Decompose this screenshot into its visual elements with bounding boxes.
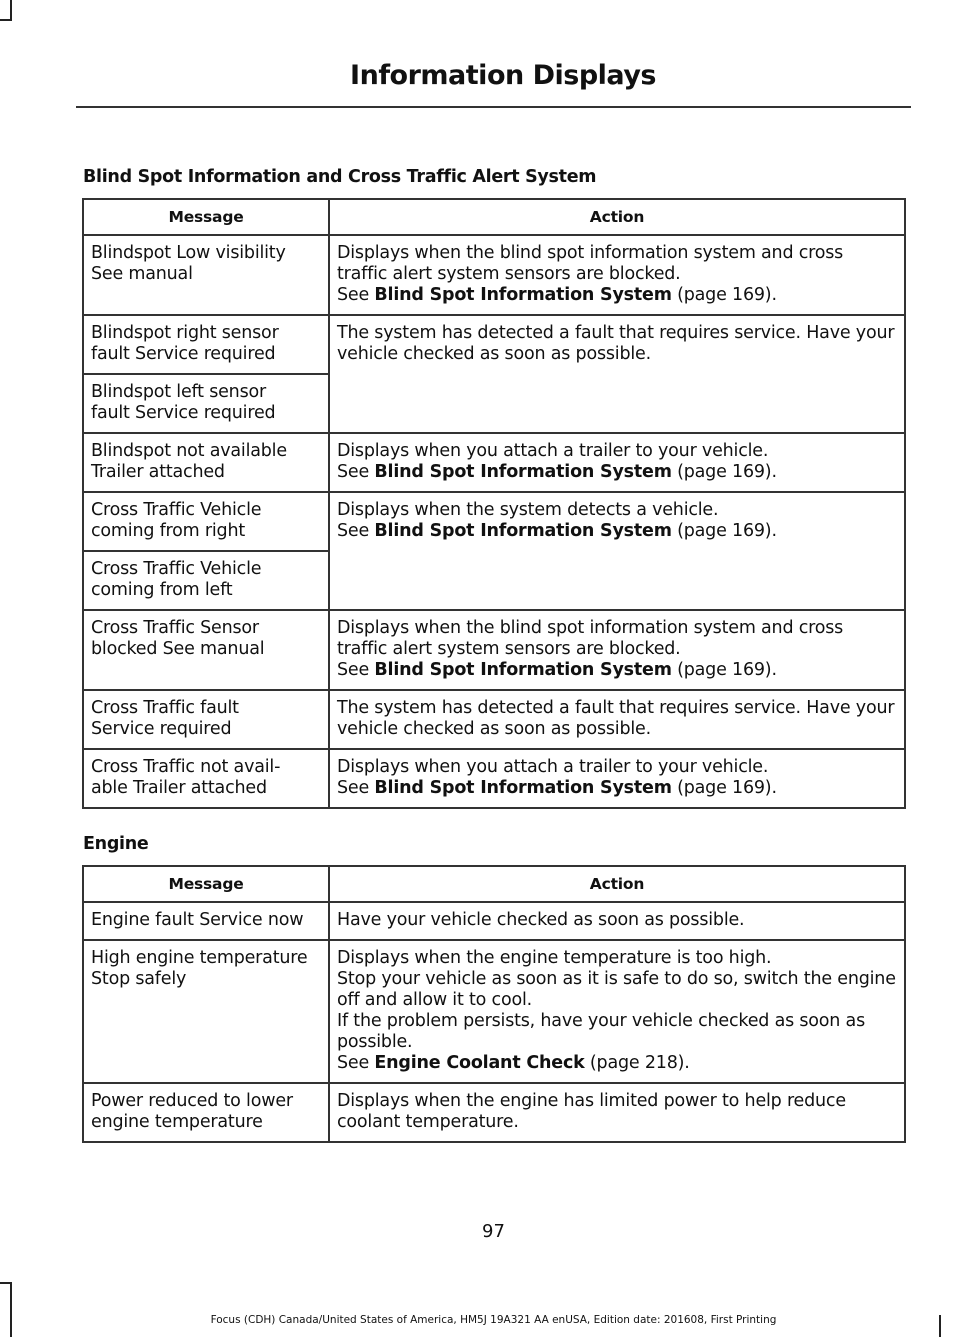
table-row	[83, 1083, 905, 1142]
message-text: Cross Traffic fault	[91, 698, 239, 718]
message-cell	[83, 433, 329, 492]
reference-title: Blind Spot Information System	[374, 521, 672, 541]
message-text: Service required	[91, 719, 232, 739]
see-text: See	[337, 521, 375, 541]
message-text: Blindspot not available	[91, 441, 287, 461]
reference-title: Blind Spot Information System	[374, 778, 672, 798]
message-text: Engine fault Service now	[91, 910, 304, 930]
message-cell	[83, 940, 329, 1083]
action-cell	[329, 749, 905, 808]
table-row	[83, 940, 905, 1083]
reference-title: Blind Spot Information System	[374, 660, 672, 680]
reference-title: Blind Spot Information System	[374, 462, 672, 482]
reference-page: (page 218).	[584, 1053, 690, 1073]
action-text: Displays when the blind spot information system and cross traffic alert system sensors are blocked.	[337, 243, 844, 284]
action-text: Stop your vehicle as soon as it is safe to do so, switch the engine off and allow it to cool.	[337, 969, 896, 1010]
action-cell	[329, 433, 905, 492]
action-cell	[329, 1083, 905, 1142]
reference-page: (page 169).	[671, 778, 777, 798]
message-cell	[83, 1083, 329, 1142]
message-text: fault Service required	[91, 344, 276, 364]
cross-reference	[337, 1053, 897, 1074]
action-text: Displays when the engine temperature is too high.	[337, 948, 772, 968]
see-text: See	[337, 1053, 375, 1073]
message-text: fault Service required	[91, 403, 276, 423]
see-text: See	[337, 660, 375, 680]
table-row	[83, 902, 905, 940]
message-text: Cross Traffic not avail-	[91, 757, 281, 777]
action-text: Displays when the system detects a vehicle.	[337, 500, 719, 520]
action-cell	[329, 315, 905, 433]
column-header-message: Message	[83, 866, 329, 902]
cross-reference	[337, 462, 897, 483]
table-row	[83, 235, 905, 315]
action-cell	[329, 610, 905, 690]
message-cell	[83, 610, 329, 690]
blind-spot-message-table	[82, 198, 906, 809]
table-row	[83, 433, 905, 492]
reference-page: (page 169).	[671, 521, 777, 541]
action-cell	[329, 492, 905, 610]
crop-mark	[0, 1282, 12, 1284]
message-text: Cross Traffic Sensor	[91, 618, 259, 638]
crop-mark	[10, 1282, 12, 1337]
cross-reference	[337, 521, 897, 542]
see-text: See	[337, 778, 375, 798]
section-title-engine: Engine	[83, 834, 149, 854]
reference-page: (page 169).	[671, 462, 777, 482]
message-text: Cross Traffic Vehicle	[91, 559, 262, 579]
cross-reference	[337, 285, 897, 306]
action-text: Displays when you attach a trailer to your vehicle.	[337, 757, 769, 777]
message-text: Power reduced to lower	[91, 1091, 293, 1111]
cross-reference	[337, 778, 897, 799]
message-text: Blindspot left sensor	[91, 382, 266, 402]
see-text: See	[337, 285, 375, 305]
table-row	[83, 690, 905, 749]
reference-page: (page 169).	[671, 285, 777, 305]
message-cell	[83, 690, 329, 749]
message-text: engine temperature	[91, 1112, 263, 1132]
cross-reference	[337, 660, 897, 681]
reference-title: Engine Coolant Check	[374, 1053, 585, 1073]
message-text: Cross Traffic Vehicle	[91, 500, 262, 520]
page-number: 97	[482, 1221, 505, 1242]
crop-mark	[0, 19, 12, 21]
message-cell	[83, 902, 329, 940]
page-title: Information Displays	[350, 60, 656, 91]
action-text: Displays when the blind spot information system and cross traffic alert system sensors are blocked.	[337, 618, 844, 659]
action-text: The system has detected a fault that requires service. Have your vehicle checked as soon as possible.	[337, 698, 895, 739]
column-header-action: Action	[329, 866, 905, 902]
table-row	[83, 749, 905, 808]
crop-mark	[10, 0, 12, 20]
reference-title: Blind Spot Information System	[374, 285, 672, 305]
see-text: See	[337, 462, 375, 482]
message-text: able Trailer attached	[91, 778, 267, 798]
action-cell	[329, 690, 905, 749]
action-cell	[329, 902, 905, 940]
column-header-action: Action	[329, 199, 905, 235]
header-divider	[76, 106, 911, 108]
action-text: Displays when you attach a trailer to your vehicle.	[337, 441, 769, 461]
action-text: Have your vehicle checked as soon as possible.	[337, 910, 745, 930]
message-text: Trailer attached	[91, 462, 225, 482]
message-cell	[83, 374, 329, 433]
action-cell	[329, 235, 905, 315]
message-cell	[83, 749, 329, 808]
footer-edition-info: Focus (CDH) Canada/United States of America, HM5J 19A321 AA enUSA, Edition date: 201608, First Printing	[210, 1314, 777, 1326]
message-text: See manual	[91, 264, 193, 284]
action-text: If the problem persists, have your vehicle checked as soon as possible.	[337, 1011, 865, 1052]
action-cell	[329, 940, 905, 1083]
message-text: blocked See manual	[91, 639, 265, 659]
table-row	[83, 492, 905, 551]
message-text: High engine temperature	[91, 948, 308, 968]
reference-page: (page 169).	[671, 660, 777, 680]
column-header-message: Message	[83, 199, 329, 235]
section-title-blind-spot: Blind Spot Information and Cross Traffic Alert System	[83, 167, 597, 187]
table-row	[83, 315, 905, 374]
action-text: The system has detected a fault that requires service. Have your vehicle checked as soon as possible.	[337, 323, 895, 364]
message-text: Blindspot Low visibility	[91, 243, 286, 263]
engine-message-table	[82, 865, 906, 1143]
message-cell	[83, 235, 329, 315]
action-text: Displays when the engine has limited power to help reduce coolant temperature.	[337, 1091, 846, 1132]
message-cell	[83, 492, 329, 551]
message-text: Stop safely	[91, 969, 187, 989]
table-row	[83, 610, 905, 690]
message-text: Blindspot right sensor	[91, 323, 279, 343]
message-text: coming from left	[91, 580, 233, 600]
message-text: coming from right	[91, 521, 246, 541]
message-cell	[83, 551, 329, 610]
message-cell	[83, 315, 329, 374]
